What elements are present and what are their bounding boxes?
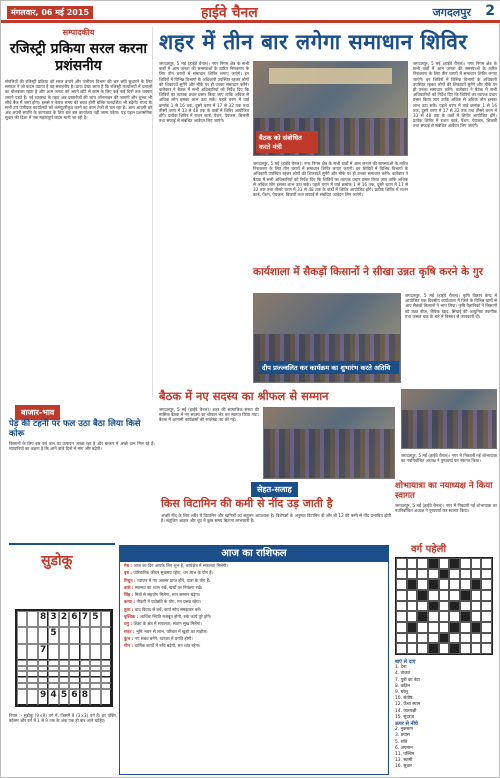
zodiac-sign: कर्क : — [124, 584, 136, 590]
sudoku-cell[interactable] — [69, 627, 79, 643]
crossword-cell[interactable] — [481, 558, 492, 569]
sudoku-cell[interactable] — [38, 627, 48, 643]
meeting-body-col1: जगदलपुर, 5 मई (हाईवे चैनल)। शहर की सामाजिक संस्था की मासिक बैठक में नए सदस्य का श्रीफल भेंट कर स्वागत किया गया। बैठक में आगामी कार्यक्रमों की रूपरेखा तय की गई। — [159, 407, 259, 423]
sudoku-cell[interactable]: 5 — [59, 689, 69, 705]
horoscope-row — [120, 591, 388, 598]
zodiac-text: पारिवारिक जीवन सुखमय रहेगा, धन लाभ के योग हैं। — [133, 570, 214, 576]
crossword-clue: 9. घरेलू — [395, 690, 408, 696]
crossword-cell[interactable] — [417, 643, 428, 654]
crossword-cell[interactable] — [396, 601, 407, 612]
sudoku-grid[interactable] — [15, 609, 113, 707]
crossword-cell — [439, 569, 450, 580]
crossword-cell[interactable] — [481, 601, 492, 612]
swearing-headline: शोभायात्रा का नयाध्यक्ष ने किया स्वागत — [395, 481, 493, 501]
sudoku-cell[interactable]: 9 — [38, 689, 48, 705]
zodiac-text: भूमि भवन से लाभ, परिवार में खुशी का माहौल। — [136, 628, 208, 634]
zodiac-text: आर्थिक स्थिति मजबूत होगी, रुके कार्य पूरे होंगे। — [139, 614, 212, 620]
crossword-cell[interactable] — [449, 569, 460, 580]
sudoku-cell[interactable]: 4 — [48, 689, 58, 705]
crossword-cell[interactable] — [396, 611, 407, 622]
zodiac-text: नौकरी में पदोन्नति के योग, मन प्रसन्न रहेगा। — [136, 599, 202, 605]
crossword-clue: 3. प्रयास — [395, 733, 410, 739]
zodiac-text: व्यापार में नए अवसर प्राप्त होंगे, यात्रा के योग हैं। — [137, 577, 211, 583]
photo-stage-banner — [269, 68, 391, 85]
crossword-cell — [449, 601, 460, 612]
sudoku-cell[interactable] — [27, 689, 37, 705]
crossword-cell — [417, 611, 428, 622]
lead-headline: शहर में तीन बार लगेगा समाधान शिविर — [159, 30, 468, 54]
crossword-clue: 11. पश्चिम — [395, 752, 415, 758]
sudoku-cell[interactable] — [17, 644, 27, 660]
crossword-cell[interactable] — [396, 633, 407, 644]
crossword-cell[interactable] — [396, 558, 407, 569]
sudoku-cell[interactable]: 6 — [69, 689, 79, 705]
crossword-cell[interactable] — [407, 633, 418, 644]
crossword-cell[interactable] — [460, 643, 471, 654]
meeting-headline: बैठक में नए सदस्य का श्रीफल से सम्मान — [159, 389, 329, 403]
crossword-grid[interactable] — [395, 557, 493, 655]
zodiac-sign: सिंह : — [124, 592, 135, 598]
sudoku-cell[interactable]: 8 — [80, 689, 90, 705]
horoscope-list — [120, 562, 388, 650]
zodiac-text: वाद विवाद से बचें, कार्य सोच समझकर करें। — [134, 606, 202, 612]
zodiac-text: आज का दिन आपके लिए शुभ है, कार्यक्षेत्र में सफलता मिलेगी। — [133, 563, 228, 568]
crossword-cell — [428, 558, 439, 569]
sudoku-cell[interactable] — [90, 689, 100, 705]
crossword-clue: 4. ताकत — [395, 671, 411, 677]
sudoku-cell[interactable] — [27, 627, 37, 643]
crossword-cell[interactable] — [481, 633, 492, 644]
sudoku-cell[interactable]: 5 — [90, 611, 100, 627]
crossword-cell — [449, 622, 460, 633]
zodiac-sign: मकर : — [124, 628, 137, 634]
zodiac-text: नए संबंध बनेंगे, व्यापार में प्रगति होगी। — [134, 635, 193, 641]
crossword-clue: 2. नुकसान — [395, 727, 413, 733]
crossword-cell[interactable] — [407, 590, 418, 601]
crossword-cell — [460, 590, 471, 601]
across-label: बाएं से दाएं — [395, 659, 416, 665]
swearing-side-body: जगदलपुर, 5 मई (हाईवे चैनल)। नगर में निकाली गई शोभायात्रा का नवनिर्वाचित अध्यक्ष ने पुष्पवर्षा कर स्वागत किया। — [401, 453, 497, 464]
zodiac-text: शिक्षा के क्षेत्र में सफलता, संतान सुख मिलेगा। — [133, 621, 202, 627]
sudoku-label: सुडोकू — [41, 553, 73, 569]
crossword-cell — [439, 633, 450, 644]
swearing-body: जगदलपुर, 5 मई (हाईवे चैनल)। नगर में निकाली गई शोभायात्रा का नवनिर्वाचित अध्यक्ष ने पुष्पवर्षा कर स्वागत किया। — [395, 503, 497, 514]
zodiac-text: स्वास्थ्य का ध्यान रखें, खर्चों पर नियंत्रण रखें। — [135, 584, 203, 590]
editorial-section — [5, 27, 153, 397]
crossword-cell[interactable] — [428, 611, 439, 622]
horoscope-row — [120, 613, 388, 620]
crossword-clues — [395, 659, 495, 771]
sudoku-cell[interactable]: 5 — [48, 627, 58, 643]
sudoku-cell[interactable] — [17, 627, 27, 643]
crossword-clue: 6. अपमान — [395, 745, 413, 751]
crossword-cell[interactable] — [428, 633, 439, 644]
crossword-cell[interactable] — [428, 590, 439, 601]
crossword-cell[interactable] — [460, 622, 471, 633]
sudoku-cell[interactable] — [17, 611, 27, 627]
crossword-label: वर्ग पहेली — [411, 544, 447, 555]
crossword-cell[interactable] — [417, 579, 428, 590]
zodiac-sign: वृष : — [124, 570, 134, 576]
crossword-cell[interactable] — [417, 633, 428, 644]
zodiac-sign: मेष : — [124, 563, 134, 568]
crossword-clue: 15. सुंदरता — [395, 714, 415, 720]
crossword-cell[interactable] — [407, 569, 418, 580]
sudoku-cell[interactable] — [101, 689, 111, 705]
crossword-cell[interactable] — [407, 601, 418, 612]
sudoku-cell[interactable] — [59, 627, 69, 643]
crossword-cell[interactable] — [428, 622, 439, 633]
crossword-cell[interactable] — [460, 601, 471, 612]
crossword-cell[interactable] — [481, 622, 492, 633]
farmers-photo-caption: दीप प्रज्ज्वलित कर कार्यक्रम का शुभारंभ करते अतिथि — [259, 361, 399, 374]
farmers-body: जगदलपुर, 5 मई (हाईवे चैनल)। कृषि विज्ञान केन्द्र में आयोजित एक दिवसीय कार्यशाला में जिले के विभिन्न ग्रामों से आए सैकड़ों किसानों ने भाग लिया। कृषि वैज्ञानिकों ने किसानों को उन्नत बीज, जैविक खाद, सिंचाई की आधुनिक तकनीक तथा फसल चक्र के बारे में विस्तार से जानकारी दी। — [405, 293, 497, 319]
zodiac-text: धार्मिक कार्यों में रुचि बढ़ेगी, मन शांत रहेगा। — [134, 643, 201, 649]
crossword-cell — [428, 643, 439, 654]
zodiac-sign: कुंभ : — [124, 635, 135, 641]
crossword-cell[interactable] — [449, 633, 460, 644]
sudoku-cell[interactable] — [90, 644, 100, 660]
crossword-cell[interactable] — [460, 633, 471, 644]
crossword-clue: 16. सुधार — [395, 764, 412, 770]
zodiac-sign: मिथुन : — [124, 577, 138, 583]
crossword-cell[interactable] — [439, 611, 450, 622]
horoscope-row — [120, 628, 388, 635]
crossword-cell — [407, 622, 418, 633]
crossword-cell[interactable] — [439, 590, 450, 601]
sudoku-cell[interactable]: 2 — [59, 611, 69, 627]
crossword-cell — [449, 558, 460, 569]
zodiac-sign: धनु : — [124, 621, 134, 627]
crossword-cell[interactable] — [449, 579, 460, 590]
crossword-cell[interactable] — [471, 558, 482, 569]
horoscope-row — [120, 598, 388, 605]
crossword-cell[interactable] — [481, 611, 492, 622]
health-headline: किस विटामिन की कमी से नींद उड़ जाती है — [161, 497, 333, 510]
zodiac-sign: तुला : — [124, 606, 135, 612]
crossword-cell[interactable] — [407, 611, 418, 622]
sudoku-cell[interactable] — [80, 644, 90, 660]
crossword-clue: 1. देना — [395, 665, 407, 671]
crossword-cell[interactable] — [417, 622, 428, 633]
crossword-cell[interactable] — [396, 590, 407, 601]
crossword-cell[interactable] — [439, 601, 450, 612]
crossword-cell[interactable] — [396, 622, 407, 633]
farmers-headline: कार्यशाला में सैकड़ों किसानों ने सीखा उन्नत कृषि करने के गुर — [253, 266, 484, 278]
masthead — [1, 1, 500, 23]
crossword-cell[interactable] — [481, 569, 492, 580]
crossword-clue: 7. पुत्री का बेटा — [395, 677, 420, 683]
crossword-cell[interactable] — [417, 601, 428, 612]
down-label: ऊपर से नीचे — [395, 721, 418, 728]
sudoku-cell[interactable]: 3 — [48, 611, 58, 627]
down-clues — [395, 727, 495, 770]
horoscope-row — [120, 562, 388, 569]
horoscope-box — [119, 545, 389, 775]
crossword-cell[interactable] — [471, 590, 482, 601]
swearing-photo — [401, 389, 497, 449]
crossword-cell — [417, 590, 428, 601]
crossword-cell[interactable] — [460, 569, 471, 580]
crossword-cell[interactable] — [407, 643, 418, 654]
market-label: बाजार-भाव — [15, 405, 60, 420]
sudoku-cell[interactable]: 6 — [69, 611, 79, 627]
crossword-cell[interactable] — [396, 569, 407, 580]
crossword-cell[interactable] — [439, 643, 450, 654]
crossword-cell — [428, 601, 439, 612]
meeting-photo — [263, 407, 395, 479]
crossword-cell[interactable] — [471, 611, 482, 622]
horoscope-row — [120, 577, 388, 584]
crossword-cell — [449, 643, 460, 654]
horoscope-row — [120, 635, 388, 642]
editorial-title: रजिस्ट्री प्रकिया सरल करना प्रशंसनीय — [9, 41, 148, 74]
sudoku-cell[interactable]: 7 — [80, 611, 90, 627]
horoscope-row — [120, 584, 388, 591]
crossword-cell[interactable] — [471, 569, 482, 580]
crossword-cell[interactable] — [417, 558, 428, 569]
crossword-cell[interactable] — [407, 558, 418, 569]
lead-photo-caption: बैठक को संबोधित करते मंत्री — [256, 131, 318, 153]
crossword-cell — [471, 579, 482, 590]
edition-city: जगदलपुर — [432, 6, 471, 19]
zodiac-sign: मीन : — [124, 643, 135, 649]
crossword-cell[interactable] — [428, 569, 439, 580]
zodiac-text: मित्रों से सहयोग मिलेगा, मान सम्मान बढ़ेगा। — [134, 592, 201, 598]
zodiac-sign: कन्या : — [124, 599, 137, 605]
crossword-cell[interactable] — [481, 590, 492, 601]
horoscope-row — [120, 620, 388, 627]
across-clues — [395, 665, 495, 721]
sudoku-rules: नियम :- सुडोकू (9×9) वर्ग में, जिसमें 9 (3×3) वर्ग हैं। हर पंक्ति, कॉलम और वर्ग में 1 से 9 तक के अंक एक ही बार आने चाहिए। — [9, 713, 117, 724]
sudoku-cell[interactable]: 7 — [38, 644, 48, 660]
sudoku-cell[interactable] — [101, 611, 111, 627]
crossword-cell[interactable] — [460, 579, 471, 590]
sudoku-cell[interactable] — [59, 644, 69, 660]
crossword-cell[interactable] — [439, 579, 450, 590]
zodiac-sign: वृश्चिक : — [124, 614, 140, 620]
crossword-cell[interactable] — [396, 579, 407, 590]
horoscope-row — [120, 569, 388, 576]
crossword-cell — [407, 579, 418, 590]
crossword-cell — [428, 579, 439, 590]
crossword-clue: 5. रात्रि — [395, 739, 408, 745]
crossword-cell[interactable] — [417, 569, 428, 580]
crossword-cell[interactable] — [460, 558, 471, 569]
crossword-cell[interactable] — [449, 590, 460, 601]
crossword-cell[interactable] — [471, 643, 482, 654]
crossword-cell[interactable] — [481, 579, 492, 590]
sudoku-cell[interactable]: 8 — [38, 611, 48, 627]
sudoku-cell[interactable] — [69, 644, 79, 660]
crossword-clue: 8. कठिन — [395, 683, 411, 689]
crossword-cell[interactable] — [471, 633, 482, 644]
market-headline: पेड़ की टहनी पर फल उठा बैठा लिया किसे कोरू — [9, 419, 141, 439]
horoscope-row — [120, 642, 388, 649]
sudoku-cell[interactable] — [101, 644, 111, 660]
horoscope-row — [120, 606, 388, 613]
crossword-clue: 13. स्वामी — [395, 758, 413, 764]
sudoku-cell[interactable] — [90, 627, 100, 643]
editorial-label: सम्पादकीय — [62, 28, 95, 37]
crossword-cell[interactable] — [396, 643, 407, 654]
crossword-cell[interactable] — [481, 643, 492, 654]
crossword-cell — [460, 611, 471, 622]
lead-body-col1: जगदलपुर, 5 मई (हाईवे चैनल)। नगर निगम क्षेत्र के सभी वार्डों में आम जनता की समस्याओं के त्वरित निराकरण के लिए तीन चरणों में समाधान शिविर लगाए जाएंगे। इन शिविरों में विभिन्न विभागों के अधिकारी उपस्थित रहकर लोगों की शिकायतें सुनेंगे और मौके पर ही उनका समाधान करेंगे। कलेक्टर ने बैठक में सभी अधिकारियों को निर्देश दिए कि शिविरों का व्यापक प्रचार प्रसार किया जाए ताकि अधिक से अधिक लोग इसका लाभ उठा सकें। पहले चरण में वार्ड क्रमांक 1 से 16 तक, दूसरे चरण में 17 से 32 तक तथा तीसरे चरण में 33 से 48 तक के वार्डों में शिविर आयोजित होंगे। प्रत्येक शिविर में राशन कार्ड, पेंशन, पेयजल, बिजली तथा सफाई से संबंधित आवेदन लिए जाएंगे। — [159, 61, 249, 124]
crossword-cell — [471, 622, 482, 633]
crossword-clue: 10. संतोष — [395, 696, 413, 702]
newspaper-brand: हाईवे चैनल — [201, 5, 258, 21]
lead-body-col2: जगदलपुर, 5 मई (हाईवे चैनल)। नगर निगम क्षेत्र के सभी वार्डों में आम जनता की समस्याओं के त्वरित निराकरण के लिए तीन चरणों में समाधान शिविर लगाए जाएंगे। इन शिविरों में विभिन्न विभागों के अधिकारी उपस्थित रहकर लोगों की शिकायतें सुनेंगे और मौके पर ही उनका समाधान करेंगे। कलेक्टर ने बैठक में सभी अधिकारियों को निर्देश दिए कि शिविरों का व्यापक प्रचार प्रसार किया जाए ताकि अधिक से अधिक लोग इसका लाभ उठा सकें। पहले चरण में वार्ड क्रमांक 1 से 16 तक, दूसरे चरण में 17 से 32 तक तथा तीसरे चरण में 33 से 48 तक के वार्डों में शिविर आयोजित होंगे। प्रत्येक शिविर में राशन कार्ड, पेंशन, पेयजल, बिजली तथा सफाई से संबंधित आवेदन लिए जाएंगे। — [253, 161, 408, 198]
sudoku-cell[interactable] — [48, 644, 58, 660]
sudoku-cell[interactable] — [27, 611, 37, 627]
editorial-body: संपत्तियों की रजिस्ट्री प्रक्रिया को सरल बनाने और पंजीयन विभाग की भ्रष्ट छवि सुधारने के लिए सरकार ने जो कदम उठाया है वह सराहनीय है। प्रायः देखा जाता है कि रजिस्ट्री कार्यालयों में दलालों का बोलबाला रहता है और आम जनता को अपने छोटे से काम के लिए कई कई दिनों तक चक्कर लगाने पड़ते हैं। नई व्यवस्था के तहत अब दस्तावेजों की जांच ऑनलाइन की जाएगी और शुल्क भी सीधे बैंक में जमा होगा। इससे न केवल समय की बचत होगी बल्कि पारदर्शिता भी बढ़ेगी। राज्य के सभी उप पंजीयक कार्यालयों को कम्प्यूटरीकृत करने का काम तेजी से चल रहा है। आम आदमी को अब अपनी संपत्ति के कागजात के लिए बार बार कार्यालय नहीं जाना पड़ेगा। यह पहल प्रशासनिक सुधार की दिशा में एक महत्वपूर्ण कदम मानी जा रही है। — [5, 79, 152, 121]
crossword-cell[interactable] — [471, 601, 482, 612]
sudoku-cell[interactable] — [80, 627, 90, 643]
page-number: 2 — [485, 3, 495, 19]
sudoku-cell[interactable] — [27, 644, 37, 660]
crossword-cell[interactable] — [439, 558, 450, 569]
lead-body-col3: जगदलपुर, 5 मई (हाईवे चैनल)। नगर निगम क्षेत्र के सभी वार्डों में आम जनता की समस्याओं के त्वरित निराकरण के लिए तीन चरणों में समाधान शिविर लगाए जाएंगे। इन शिविरों में विभिन्न विभागों के अधिकारी उपस्थित रहकर लोगों की शिकायतें सुनेंगे और मौके पर ही उनका समाधान करेंगे। कलेक्टर ने बैठक में सभी अधिकारियों को निर्देश दिए कि शिविरों का व्यापक प्रचार प्रसार किया जाए ताकि अधिक से अधिक लोग इसका लाभ उठा सकें। पहले चरण में वार्ड क्रमांक 1 से 16 तक, दूसरे चरण में 17 से 32 तक तथा तीसरे चरण में 33 से 48 तक के वार्डों में शिविर आयोजित होंगे। प्रत्येक शिविर में राशन कार्ड, पेंशन, पेयजल, बिजली तथा सफाई से संबंधित आवेदन लिए जाएंगे। — [413, 61, 497, 129]
sudoku-cell[interactable] — [101, 627, 111, 643]
crossword-cell[interactable] — [439, 622, 450, 633]
market-body: किसानों के लिए इस वर्ष फल का उत्पादन अच्छा रहा है और बाजार में अच्छे दाम मिल रहे हैं। व्यापारियों का कहना है कि आने वाले दिनों में मांग और बढ़ेगी। — [9, 441, 155, 452]
health-body: अच्छी नींद के लिए शरीर में विटामिन और खनिजों का संतुलन आवश्यक है। विशेषज्ञों के अनुसार विटामिन डी और बी 12 की कमी से नींद प्रभावित होती है। संतुलित आहार और धूप में कुछ समय बिताना लाभकारी है। — [161, 513, 391, 524]
health-label: सेहत-सलाह — [251, 482, 298, 497]
horoscope-title: आज का राशिफल — [120, 546, 388, 562]
crossword-clue: 12. ऊँचा स्थान — [395, 702, 421, 708]
crossword-clue: 14. जलपक्षी — [395, 708, 417, 714]
crossword-cell[interactable] — [449, 611, 460, 622]
sudoku-cell[interactable] — [17, 689, 27, 705]
issue-date: मंगलवार, 06 मई 2015 — [7, 6, 93, 19]
